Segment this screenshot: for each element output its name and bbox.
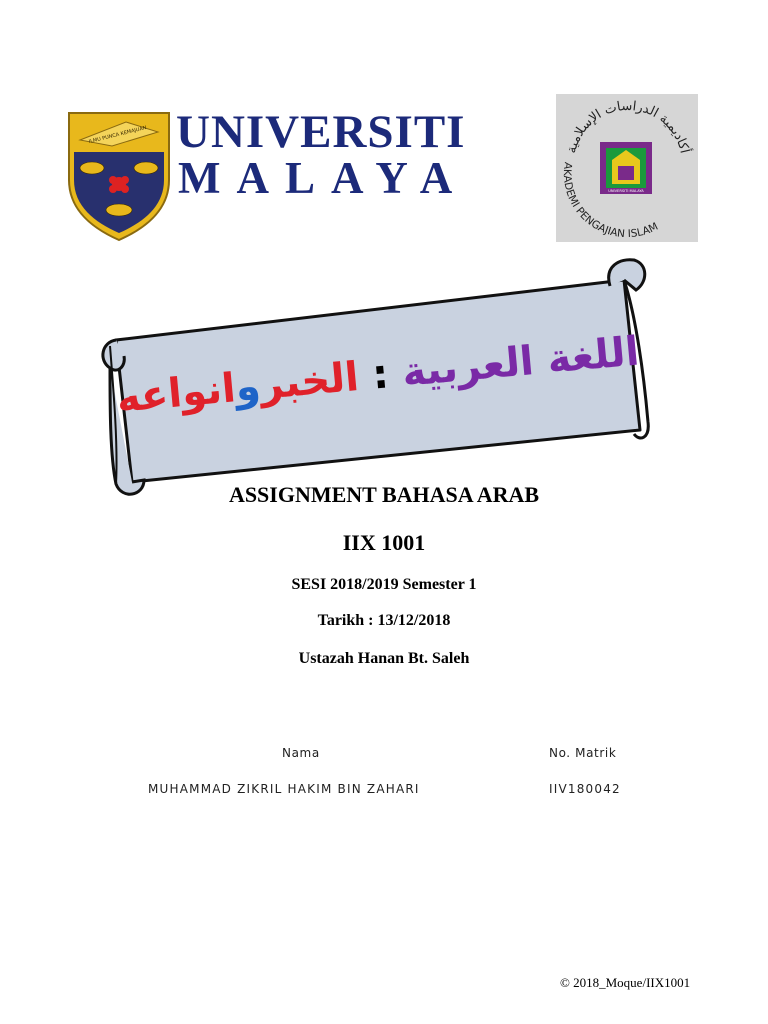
arabic-title-part2: الخبر bbox=[258, 354, 361, 409]
university-name-line1: UNIVERSITI bbox=[176, 106, 466, 158]
academy-name: AKADEMI PENGAJIAN ISLAM bbox=[560, 161, 661, 241]
um-crest-logo bbox=[66, 110, 172, 242]
crest-motto: ILMU PUNCA KEMAJUAN bbox=[88, 124, 148, 146]
academy-arabic-name: أكاديمية الدراسات الإسلامية bbox=[564, 98, 692, 155]
arabic-title-part4: انواعه bbox=[114, 365, 238, 422]
submission-date: Tarikh : 13/12/2018 bbox=[317, 612, 451, 629]
session-info: SESI 2018/2019 Semester 1 bbox=[291, 576, 477, 593]
assignment-title: ASSIGNMENT BAHASA ARAB bbox=[228, 482, 540, 507]
academy-badge-text: UNIVERSITI MALAYA bbox=[608, 189, 644, 193]
name-label: Nama bbox=[282, 746, 320, 760]
copyright-footer: © 2018_Moque/IIX1001 bbox=[560, 975, 691, 990]
arabic-title-colon: : bbox=[356, 350, 405, 400]
lecturer-name: Ustazah Hanan Bt. Saleh bbox=[298, 650, 470, 667]
university-name-line2: MALAYA bbox=[178, 153, 469, 203]
matric-label: No. Matrik bbox=[549, 746, 617, 760]
course-code: IIX 1001 bbox=[342, 530, 426, 555]
academy-logo bbox=[556, 94, 698, 242]
student-matric-number: IIV180042 bbox=[549, 782, 621, 796]
arabic-title-part1: اللغة العربية bbox=[400, 328, 642, 396]
arabic-title-part3: و bbox=[233, 362, 263, 412]
student-name: MUHAMMAD ZIKRIL HAKIM BIN ZAHARI bbox=[148, 782, 420, 796]
